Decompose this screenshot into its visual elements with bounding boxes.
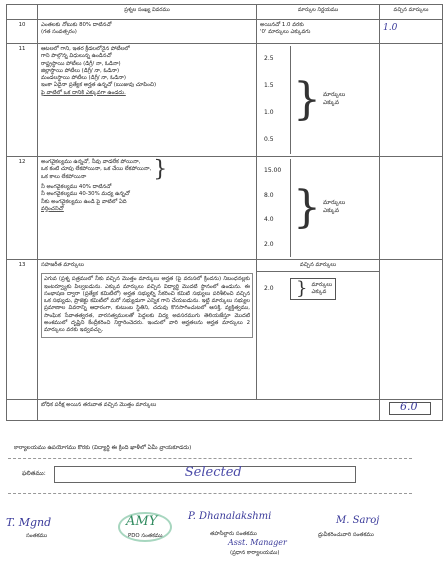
office-use-note: కార్యాలయము ఉపయోగము కొరకు (విద్యార్థి ఈ క్రింది ఖాళీలో ఏమీ వ్రాయకూడదు) [14, 445, 192, 451]
dotted-divider [8, 458, 412, 459]
row-13-title: సహజరీత మార్కులు [41, 262, 85, 268]
row-11-obtained-cell [380, 44, 443, 157]
mark-label-line: ఎక్కువ [311, 289, 327, 296]
mark-label-line: మార్కులు [311, 282, 333, 288]
row-12-desc-line: అంగవైకల్యము ఉన్నచో, నీవు వాడలేక పోయినా, [41, 159, 141, 166]
row-11-desc-line: గాని పాల్గొన్న విధులున్న ఉండినచో [41, 53, 112, 60]
row-12-desc-line: ఒక కాలు లేకపోయినా [41, 173, 87, 180]
row-11-marks [257, 44, 380, 157]
total-score: 6.0 [400, 400, 418, 413]
mark-value: 2.5 [264, 55, 274, 63]
row-12-marks-group [260, 159, 376, 257]
mark-value: 0.5 [264, 136, 274, 144]
row-12-number: 12 [7, 157, 38, 260]
row-11 [7, 44, 443, 157]
row-13-description [38, 260, 257, 400]
header-item: ప్రశ్నల సంఖ్య వివరము [38, 5, 257, 20]
total-score-box [389, 402, 431, 415]
row-11-mark-values [260, 46, 291, 154]
row-12-desc-line: ఒక కంటి చూపు లేకపోయినా, ఒక చేయి లేకపోయినా, [41, 166, 152, 173]
curly-brace-icon: } [293, 74, 321, 125]
curly-brace-icon: } [293, 182, 321, 233]
row-13-mark-label [311, 282, 332, 297]
row-11-mark-label [323, 92, 345, 108]
mark-value: 1.5 [264, 82, 274, 90]
mark-value: 15.00 [264, 167, 282, 175]
mark-value: 2.0 [264, 285, 274, 293]
result-label: ఫలితము: [22, 470, 46, 478]
row-13-marks [257, 260, 380, 400]
row-12-desc-line: నీ అంగవైకల్యము 40-30% మధ్య ఉన్నచో [41, 191, 130, 198]
row-11-desc-line: పై వాటిలో ఒక దానికి ఎక్కువగా ఉండదు. [41, 89, 126, 96]
row-12-disability-types [41, 159, 253, 181]
row-11-number: 11 [7, 44, 38, 157]
row-13-paragraph: ఎగువ (ప్రశ్న పత్రములో నీకు వచ్చిన మొత్తం మార్కులు అర్హత (పై వరుసలో క్రిందను) నిబంధనల్లకు ఇంటర్వ్యూకు పిల్వబడును. ఎక్కువ మార్కులు వచ్చిన విద్యార్థి మొదటి స్థానంలో ఉండును. ఈ సంభాషణ ద్వారా (ప్రత్యేక కమిటీలో) అర్హత సభ్యుల్ని సేకరించి కమిటి సభ్యులు పరిశీలించి వచ్చిన ఒక సభ్యుడు, ప్రాజెక్టు కమిటీలో మరో సభ్యుడుగా ఎన్నిక గాని చేయబడును. ఇట్టి మార్కులు సభ్యుల ప్రమాణాల వివరాన్ని ఆధారంగా, కుటుంబ స్థితిని, చదువు కొనసాగించుటలో ఆసక్తి, వ్యక్తిత్వము, సాంఘిక సేవాతత్వరత, వారసత్వములతో పెద్దలకు విద్య అవసరముగు తెలియజేస్తూ మొదటి అంశములో దృష్టిని కేంద్రీకరించి నిర్ధారించెదరు. ఇందులో వారి అర్హతలను అర్హత మార్కులు 2 మార్కులు వరకు ఇవ్వవచ్చు. [41, 273, 253, 337]
row-10-obtained: 1.0 [383, 23, 398, 33]
signature-2-handwriting: AMY [126, 514, 158, 529]
row-12-desc-line: వర్తించనిచో [41, 205, 64, 212]
row-12-mark-label [323, 200, 345, 216]
signature-3-title: తహసీల్దారు సంతకము [210, 531, 257, 537]
header-obtained: వచ్చిన మార్కులు [380, 5, 443, 20]
row-12 [7, 157, 443, 260]
result-value: Selected [184, 465, 242, 480]
row-10-desc-line: ఎంతలకు నోటుకు 80% దాటినచో [41, 22, 112, 28]
signature-4-handwriting: M. Saroj [336, 515, 380, 526]
row-13 [7, 260, 443, 400]
row-10-desc-line: (గత సంవత్సరం) [41, 29, 77, 36]
signature-2-title: PDO సంతకము [128, 533, 163, 539]
mark-value: 4.0 [264, 216, 274, 224]
table-header-row [7, 5, 443, 20]
row-11-desc-line: జిల్లాస్థాయి పోటీలు (డిగ్రీ/ నా, ఓడినా) [41, 67, 120, 74]
row-13-marks-header: వచ్చిన మార్కులు [257, 260, 379, 272]
mark-label-line: మార్కులు [323, 92, 346, 99]
total-number-cell [7, 400, 38, 421]
row-12-description [38, 157, 257, 260]
signature-1-title: సంతకము [26, 533, 48, 539]
row-12-mark-values [260, 159, 291, 257]
row-10-marks-line: అయినచో 1.0 వరకు [260, 22, 304, 28]
row-11-desc-line: రాష్ట్రస్థాయి పోటీలు (డిగ్రీ/ నా, ఓడినా) [41, 60, 121, 67]
row-11-desc-line: ఇంకా ఏదైనా ప్రత్యేక అర్హత ఉన్నచో (ఋజువు చూపించి) [41, 82, 157, 89]
mark-value: 1.0 [264, 109, 274, 117]
row-11-desc-line: మండలస్థాయి పోటీలు (డిగ్రీ/ నా, ఓడినా) [41, 75, 126, 82]
row-12-desc-group [41, 159, 151, 181]
dotted-divider [8, 493, 412, 494]
signature-1-handwriting: T. Mgnd [6, 516, 52, 529]
row-11-desc-line: ఆటలలో గాని, ఇతర క్రీడలలోనైన పోటీలలో [41, 46, 130, 52]
signature-4-title: ధ్రువీకరించువారి సంతకము [318, 532, 374, 538]
row-10-marks-line: '0' మార్కులు ఎక్కువగు [260, 29, 311, 36]
row-10-number: 10 [7, 20, 38, 44]
row-11-marks-group [260, 46, 376, 154]
total-obtained-cell [380, 400, 443, 421]
row-10-obtained-cell [380, 20, 443, 44]
row-10 [7, 20, 443, 44]
marks-table [6, 4, 443, 421]
row-10-description [38, 20, 257, 44]
row-12-desc-line: నీ అంగవైకల్యము 40% దాటినచో [41, 184, 112, 190]
row-13-marks-group [260, 278, 376, 300]
total-label: బోధిక పరీక్ష అయిన తరువాత వచ్చిన మొత్తం మార్కులు [38, 400, 380, 421]
header-marks: మార్కుల నిర్ణయము [257, 5, 380, 20]
row-11-description [38, 44, 257, 157]
curly-brace-icon: } [153, 157, 168, 182]
mark-value: 2.0 [264, 240, 274, 248]
row-10-marks [257, 20, 380, 44]
mark-label-line: మార్కులు [323, 200, 346, 207]
signature-3-handwriting: P. Dhanalakshmi [188, 511, 272, 522]
result-row [22, 466, 356, 483]
signature-3-sub-handwriting: Asst. Manager [228, 538, 287, 547]
total-row [7, 400, 443, 421]
row-12-obtained-cell [380, 157, 443, 260]
mark-label-line: ఎక్కువ [323, 208, 339, 214]
mark-value: 8.0 [264, 191, 274, 199]
mark-label-line: ఎక్కువ [323, 100, 339, 106]
row-12-marks [257, 157, 380, 260]
signature-3-sub-title: (ప్రధాన కార్యాలయము) [230, 550, 280, 556]
curly-brace-icon: } [296, 278, 308, 300]
row-13-number: 13 [7, 260, 38, 400]
row-12-desc-line: నీకు అంగవైకల్యము ఉండి పై వాటిలో ఏది [41, 198, 127, 205]
header-no-cell [7, 5, 38, 20]
row-13-mark-box [290, 278, 336, 300]
result-field [54, 466, 356, 483]
row-13-obtained-cell [380, 260, 443, 400]
